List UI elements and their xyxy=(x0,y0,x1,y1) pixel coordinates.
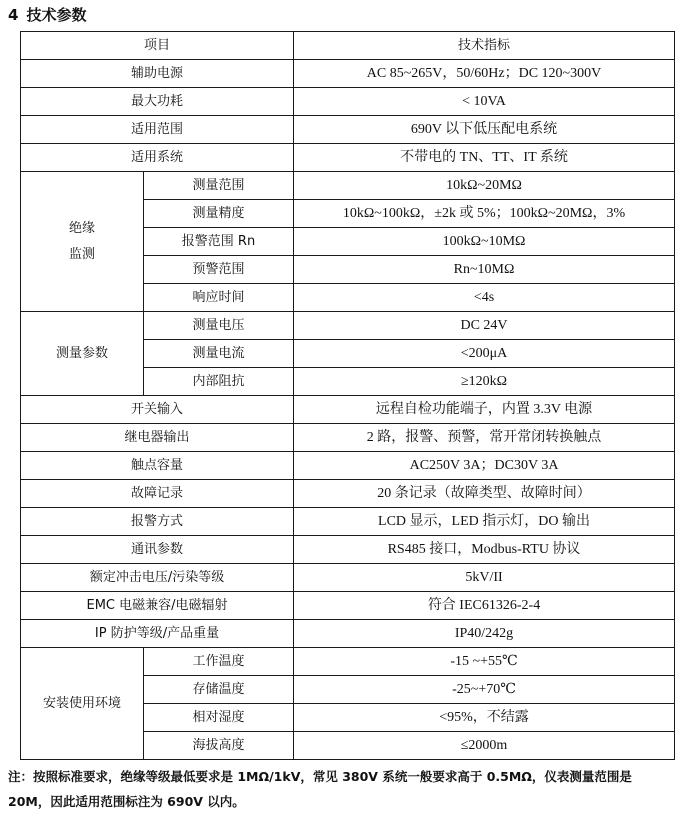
row-item: 适用系统 xyxy=(21,144,294,172)
row-value: 10kΩ~20MΩ xyxy=(294,172,675,200)
table-row xyxy=(21,116,675,144)
row-subitem: 海拔高度 xyxy=(144,732,294,760)
row-value: < 10VA xyxy=(294,88,675,116)
row-item: 最大功耗 xyxy=(21,88,294,116)
row-value: DC 24V xyxy=(294,312,675,340)
section-title: 技术参数 xyxy=(26,6,87,24)
row-subitem: 内部阻抗 xyxy=(144,368,294,396)
row-value: 2 路，报警、预警，常开常闭转换触点 xyxy=(294,424,675,452)
row-value: 100kΩ~10MΩ xyxy=(294,228,675,256)
header-item: 项目 xyxy=(21,32,294,60)
row-subitem: 响应时间 xyxy=(144,284,294,312)
measurement-group-label: 测量参数 xyxy=(21,312,144,396)
row-subitem: 相对湿度 xyxy=(144,704,294,732)
row-value: 不带电的 TN、TT、IT 系统 xyxy=(294,144,675,172)
row-value: 20 条记录（故障类型、故障时间） xyxy=(294,480,675,508)
row-subitem: 报警范围 Rn xyxy=(144,228,294,256)
row-value: <95%，不结露 xyxy=(294,704,675,732)
table-row xyxy=(21,172,675,200)
technical-parameters-table xyxy=(20,31,675,760)
row-item: 继电器输出 xyxy=(21,424,294,452)
row-subitem: 测量电流 xyxy=(144,340,294,368)
table-row xyxy=(21,144,675,172)
row-item: EMC 电磁兼容/电磁辐射 xyxy=(21,592,294,620)
row-value: AC 85~265V，50/60Hz；DC 120~300V xyxy=(294,60,675,88)
table-row xyxy=(21,536,675,564)
row-value: 5kV/II xyxy=(294,564,675,592)
table-row xyxy=(21,60,675,88)
insulation-label-line2: 监测 xyxy=(68,246,95,262)
section-heading xyxy=(8,4,86,26)
row-value: -15 ~+55℃ xyxy=(294,648,675,676)
row-item: 额定冲击电压/污染等级 xyxy=(21,564,294,592)
row-value: LCD 显示，LED 指示灯，DO 输出 xyxy=(294,508,675,536)
row-subitem: 工作温度 xyxy=(144,648,294,676)
footnote xyxy=(8,764,678,814)
row-subitem: 存储温度 xyxy=(144,676,294,704)
row-value: 10kΩ~100kΩ，±2k 或 5%；100kΩ~20MΩ，3% xyxy=(294,200,675,228)
footnote-line2: 20M，因此适用范围标注为 690V 以内。 xyxy=(8,794,245,809)
table-row xyxy=(21,88,675,116)
header-spec: 技术指标 xyxy=(294,32,675,60)
table-row xyxy=(21,480,675,508)
footnote-line1: 注：按照标准要求，绝缘等级最低要求是 1MΩ/1kV，常见 380V 系统一般要求高于 0.5MΩ，仪表测量范围是 xyxy=(8,769,632,784)
row-subitem: 测量电压 xyxy=(144,312,294,340)
row-value: 690V 以下低压配电系统 xyxy=(294,116,675,144)
row-item: 开关输入 xyxy=(21,396,294,424)
row-value: IP40/242g xyxy=(294,620,675,648)
row-value: ≥120kΩ xyxy=(294,368,675,396)
row-subitem: 预警范围 xyxy=(144,256,294,284)
row-item: 适用范围 xyxy=(21,116,294,144)
table-row xyxy=(21,396,675,424)
table-row xyxy=(21,592,675,620)
section-number: 4 xyxy=(8,6,19,24)
environment-group-label: 安装使用环境 xyxy=(21,648,144,760)
row-value: ≤2000m xyxy=(294,732,675,760)
row-value: Rn~10MΩ xyxy=(294,256,675,284)
row-value: <200μA xyxy=(294,340,675,368)
row-value: <4s xyxy=(294,284,675,312)
table-row xyxy=(21,564,675,592)
table-row xyxy=(21,648,675,676)
row-value: AC250V 3A；DC30V 3A xyxy=(294,452,675,480)
row-item: IP 防护等级/产品重量 xyxy=(21,620,294,648)
row-subitem: 测量精度 xyxy=(144,200,294,228)
row-subitem: 测量范围 xyxy=(144,172,294,200)
table-row xyxy=(21,508,675,536)
table-row xyxy=(21,312,675,340)
row-item: 故障记录 xyxy=(21,480,294,508)
table-header-row xyxy=(21,32,675,60)
row-item: 报警方式 xyxy=(21,508,294,536)
row-value: RS485 接口，Modbus-RTU 协议 xyxy=(294,536,675,564)
row-value: 远程自检功能端子，内置 3.3V 电源 xyxy=(294,396,675,424)
insulation-group-label xyxy=(21,172,144,312)
table-row xyxy=(21,424,675,452)
table-row xyxy=(21,620,675,648)
insulation-label-line1: 绝缘 xyxy=(68,220,95,236)
row-item: 辅助电源 xyxy=(21,60,294,88)
row-item: 通讯参数 xyxy=(21,536,294,564)
table-row xyxy=(21,452,675,480)
row-item: 触点容量 xyxy=(21,452,294,480)
row-value: 符合 IEC61326-2-4 xyxy=(294,592,675,620)
row-value: -25~+70℃ xyxy=(294,676,675,704)
